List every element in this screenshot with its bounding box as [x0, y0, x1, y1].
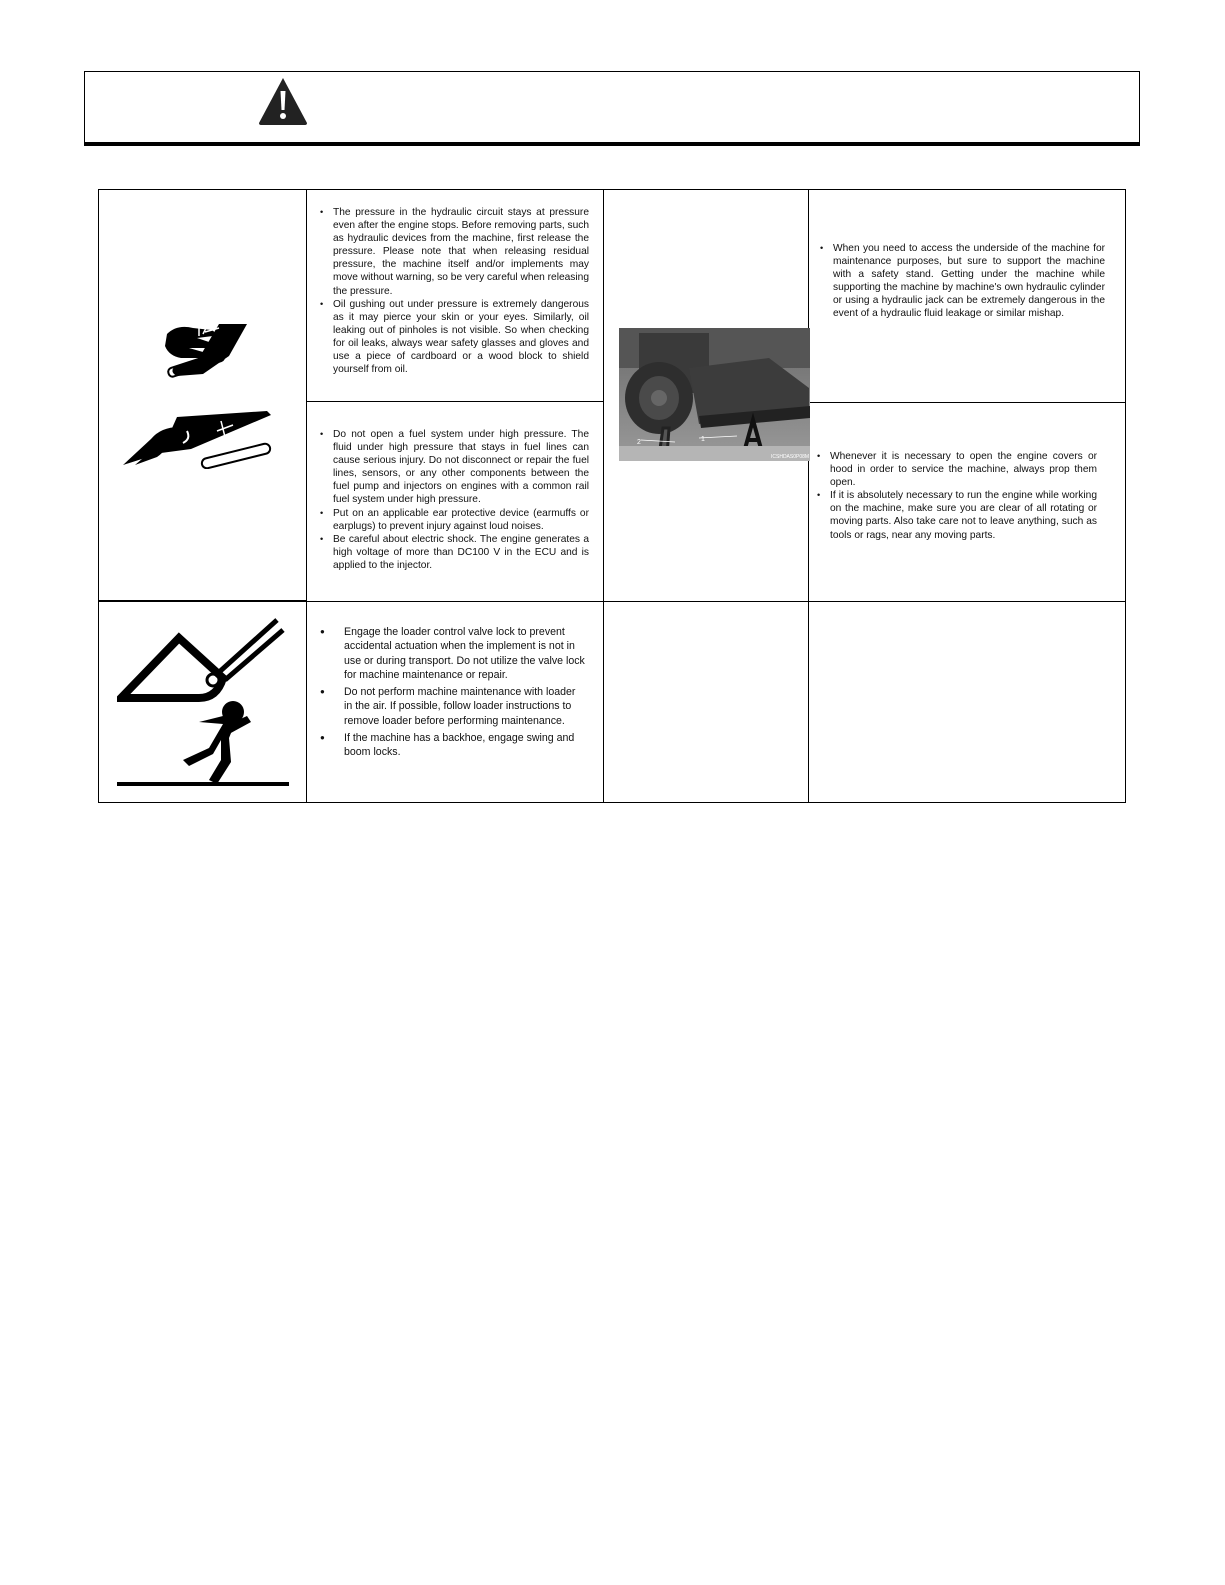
list-item: • When you need to access the underside of the machine for maintenance purposes, but sure to support the machine with a safety stand. Getting under the machine while supporting the machine by machine's own hydraulic cylinder or using a hydraulic jack can be extremely dangerous in the event of a hydraulic fluid leakage or similar mishap. [817, 242, 1105, 321]
list-item: • Put on an applicable ear protective device (earmuffs or earplugs) to prevent injury against loud noises. [317, 507, 589, 533]
photo-code: ICSHDAS0P08M [771, 454, 810, 460]
photo-label-1: 1 [701, 436, 705, 443]
safety-table [98, 189, 1126, 803]
list-item: • Be careful about electric shock. The engine generates a high voltage of more than DC100 V in the ECU and is applied to the injector. [317, 533, 589, 572]
list-item: • If it is absolutely necessary to run the engine while working on the machine, make sure you are clear of all rotating or moving parts. Also take care not to leave anything, such as tools or rags, near any moving parts. [814, 489, 1097, 541]
list-item: ● Do not perform machine maintenance with loader in the air. If possible, follow loader instructions to remove loader before performing maintenance. [312, 685, 585, 728]
empty-cell [808, 601, 1126, 803]
hydraulic-warning-list [317, 206, 589, 376]
list-item: ● If the machine has a backhoe, engage swing and boom locks. [312, 731, 585, 760]
falling-loader-icon [117, 616, 293, 788]
list-item: ● Engage the loader control valve lock to prevent accidental actuation when the implement is not in use or during transport. Do not utilize the valve lock for machine maintenance or repair. [312, 625, 585, 682]
hand-fluid-spray-icon [121, 409, 273, 469]
engine-covers-list [814, 450, 1097, 542]
safety-stand-cell [808, 189, 1126, 403]
fuel-system-cell [306, 401, 604, 602]
loader-warning-list [312, 625, 585, 760]
warning-triangle-icon [257, 76, 309, 126]
loader-icon-cell [98, 601, 307, 803]
hazard-icons-cell [98, 189, 307, 601]
photo-label-2: 2 [637, 439, 641, 446]
safety-stand-photo [619, 328, 810, 461]
list-item: • Oil gushing out under pressure is extremely dangerous as it may pierce your skin or your eyes. Similarly, oil leaking out of pinholes is not visible. So when checking for oil leaks, always wear safety glasses and gloves and use a piece of cardboard or a wood block to shield yourself from oil. [317, 298, 589, 377]
hydraulic-pressure-cell [306, 189, 604, 402]
fuel-warning-list [317, 428, 589, 572]
engine-covers-cell [808, 402, 1126, 602]
list-item: • The pressure in the hydraulic circuit stays at pressure even after the engine stops. Before removing parts, such as hydraulic devices from the machine, first release the pressure. Please note that when releasing residual pressure, the machine itself and/or implements may move without warning, so be very careful when releasing the pressure. [317, 206, 589, 298]
list-item: • Do not open a fuel system under high pressure. The fluid under high pressure that stays in fuel lines can cause serious injury. Do not disconnect or repair the fuel lines, sensors, or any other components between the fuel pump and injectors on engines with a common rail fuel system under high pressure. [317, 428, 589, 507]
empty-cell [603, 601, 809, 803]
safety-stand-list [817, 242, 1105, 321]
hand-pressure-injection-icon [159, 314, 251, 384]
loader-lock-cell [306, 601, 604, 803]
warning-banner [84, 71, 1140, 146]
list-item: • Whenever it is necessary to open the engine covers or hood in order to service the machine, always prop them open. [814, 450, 1097, 489]
